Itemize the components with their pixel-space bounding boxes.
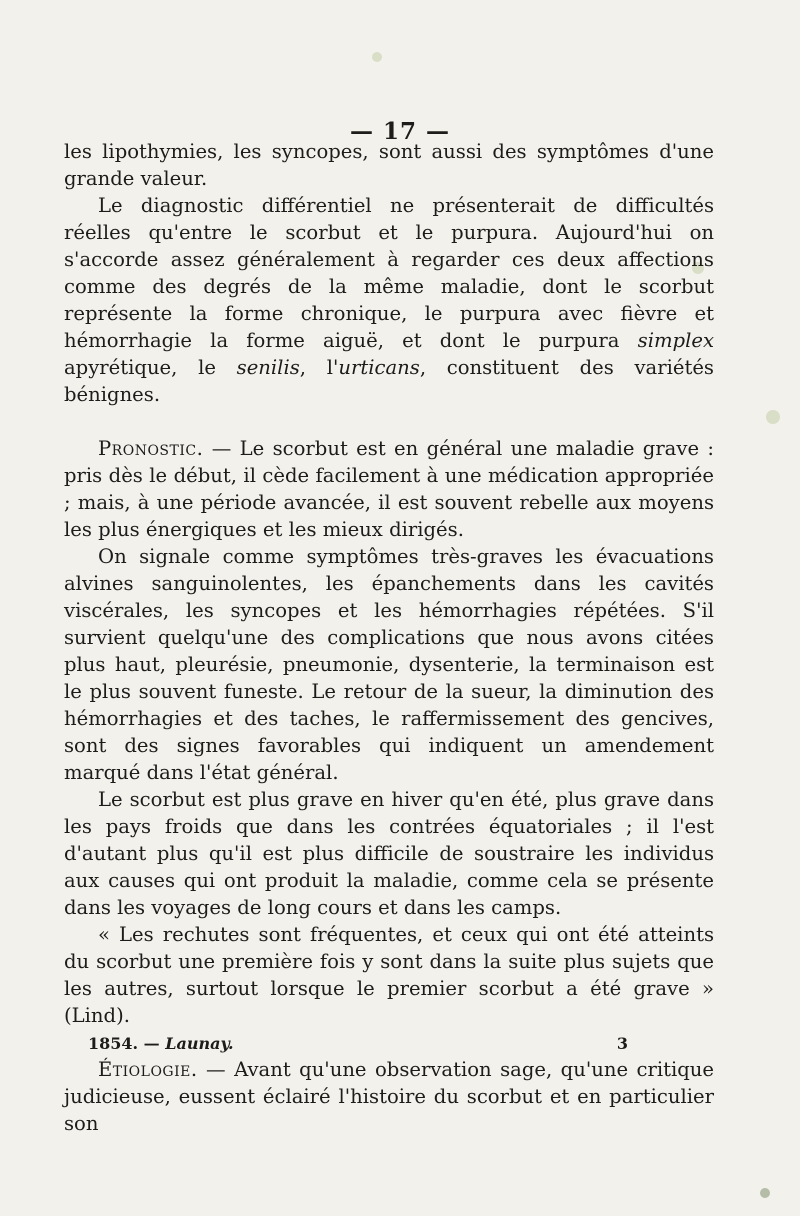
paper-speck (760, 1188, 770, 1198)
term-simplex: simplex (637, 329, 714, 352)
paragraph-diagnostic: Le diagnostic différentiel ne présenterait de difficultés réelles qu'entre le scorbut et le purpura. Aujourd'hui on s'accorde assez généralement à regarder ces deux affections comme des degrés de la même maladie, dont le scorbut représente la forme chronique, le purpura avec fièvre et hémorrhagie la forme aiguë, et dont le purpura simplex apyrétique, le senilis, l'urticans, constituent des variétés bénignes. (64, 194, 714, 406)
section-heading-pronostic: Pronostic. (98, 437, 204, 460)
paper-speck (372, 52, 382, 62)
page-footer (88, 1034, 628, 1053)
paragraph-gravity: Le scorbut est plus grave en hiver qu'en été, plus grave dans les pays froids que dans les contrées équatoriales ; il l'est d'autant plus qu'il est plus difficile de soustraire les individus aux causes qui ont produit la maladie, comme cela se présente dans les voyages de long cours et dans les camps. (64, 788, 714, 919)
paragraph-1: les lipothymies, les syncopes, sont aussi des symptômes d'une grande valeur. (64, 140, 714, 190)
paragraph-pronostic: Pronostic. — Le scorbut est en général une maladie grave : pris dès le début, il cède facilement à une médication appropriée ; mais, à une période avancée, il est souvent rebelle aux moyens les plus énergiques et les mieux dirigés. (64, 437, 714, 541)
term-urticans: urticans (338, 356, 420, 379)
section-heading-etiologie: Étiologie. (98, 1058, 198, 1081)
paragraph-etiologie: Étiologie. — Avant qu'une observation sage, qu'une critique judicieuse, eussent éclairé l'histoire du scorbut et en particulier son (64, 1058, 714, 1135)
footer-signature: 3 (616, 1034, 628, 1053)
paragraph-relapses: « Les rechutes sont fréquentes, et ceux qui ont été atteints du scorbut une première fois y sont dans la suite plus sujets que les autres, surtout lorsque le premier scorbut a été grave » (Lind). (64, 923, 714, 1027)
body-text (64, 138, 714, 1137)
page-number: — 17 — (349, 118, 451, 145)
footer-author: Launay. (165, 1034, 234, 1053)
paper-speck (766, 410, 780, 424)
term-senilis: senilis (236, 356, 300, 379)
footer-imprint (88, 1034, 234, 1053)
footer-year: 1854. — (88, 1034, 160, 1053)
paragraph-symptoms: On signale comme symptômes très-graves les évacuations alvines sanguinolentes, les épanchements dans les cavités viscérales, les syncopes et les hémorrhagies répétées. S'il survient quelqu'une des complications que nous avons citées plus haut, pleurésie, pneumonie, dysenterie, la terminaison est le plus souvent funeste. Le retour de la sueur, la diminution des hémorrhagies et des taches, le raffermissement des gencives, sont des signes favorables qui indiquent un amendement marqué dans l'état général. (64, 545, 714, 784)
